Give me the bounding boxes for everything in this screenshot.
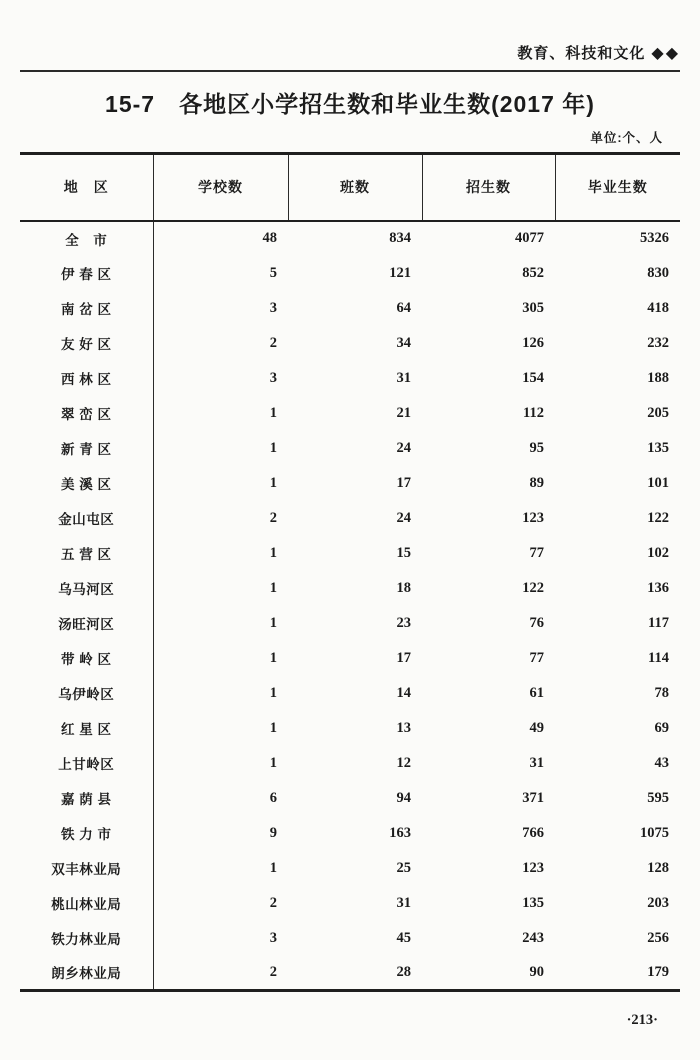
region-cell: 红 星 区 bbox=[20, 711, 153, 746]
value-cell-enrollment: 49 bbox=[529, 719, 544, 736]
value-cell-graduates: 101 bbox=[647, 474, 669, 491]
statistics-table-wrap bbox=[20, 152, 680, 992]
table-row bbox=[20, 501, 680, 536]
value-cell-graduates: 69 bbox=[654, 719, 669, 736]
value-cell-classes: 23 bbox=[396, 614, 411, 631]
table-row bbox=[20, 466, 680, 501]
value-cell-classes: 163 bbox=[389, 824, 411, 841]
table-header bbox=[20, 154, 680, 221]
table-row bbox=[20, 291, 680, 326]
region-cell: 铁 力 市 bbox=[20, 816, 153, 851]
table-row bbox=[20, 921, 680, 956]
value-cell-graduates: 232 bbox=[647, 334, 669, 351]
value-cell-enrollment: 77 bbox=[529, 649, 544, 666]
column-header-enrollment: 招生数 bbox=[422, 154, 555, 221]
value-cell-schools: 1 bbox=[269, 404, 277, 421]
value-cell-classes: 17 bbox=[396, 474, 411, 491]
value-cell-schools: 5 bbox=[269, 264, 277, 281]
value-cell-enrollment: 76 bbox=[529, 614, 544, 631]
region-cell: 桃山林业局 bbox=[20, 886, 153, 921]
region-cell: 友 好 区 bbox=[20, 326, 153, 361]
region-cell: 金山屯区 bbox=[20, 501, 153, 536]
table-row bbox=[20, 431, 680, 466]
region-cell: 伊 春 区 bbox=[20, 256, 153, 291]
table-row bbox=[20, 746, 680, 781]
table-row bbox=[20, 606, 680, 641]
value-cell-classes: 13 bbox=[396, 719, 411, 736]
value-cell-schools: 1 bbox=[269, 614, 277, 631]
region-cell: 双丰林业局 bbox=[20, 851, 153, 886]
value-cell-classes: 17 bbox=[396, 649, 411, 666]
value-cell-classes: 18 bbox=[396, 579, 411, 596]
region-cell: 汤旺河区 bbox=[20, 606, 153, 641]
table-row bbox=[20, 956, 680, 991]
value-cell-enrollment: 305 bbox=[522, 299, 544, 316]
region-cell: 翠 峦 区 bbox=[20, 396, 153, 431]
table-row bbox=[20, 361, 680, 396]
table-row bbox=[20, 816, 680, 851]
value-cell-graduates: 136 bbox=[647, 579, 669, 596]
value-cell-enrollment: 31 bbox=[529, 754, 544, 771]
statistics-table bbox=[20, 152, 680, 992]
region-cell: 乌伊岭区 bbox=[20, 676, 153, 711]
value-cell-graduates: 203 bbox=[647, 894, 669, 911]
region-cell: 铁力林业局 bbox=[20, 921, 153, 956]
table-row bbox=[20, 571, 680, 606]
value-cell-graduates: 122 bbox=[647, 509, 669, 526]
value-cell-classes: 21 bbox=[396, 404, 411, 421]
region-cell: 南 岔 区 bbox=[20, 291, 153, 326]
region-cell: 西 林 区 bbox=[20, 361, 153, 396]
table-row bbox=[20, 851, 680, 886]
value-cell-classes: 24 bbox=[396, 439, 411, 456]
value-cell-enrollment: 123 bbox=[522, 509, 544, 526]
value-cell-graduates: 117 bbox=[648, 614, 669, 631]
region-cell: 嘉 荫 县 bbox=[20, 781, 153, 816]
running-head-text: 教育、科技和文化 bbox=[517, 45, 646, 62]
value-cell-enrollment: 112 bbox=[523, 404, 544, 421]
value-cell-schools: 1 bbox=[269, 439, 277, 456]
value-cell-graduates: 188 bbox=[647, 369, 669, 386]
page-number: ·213· bbox=[626, 1012, 658, 1028]
value-cell-graduates: 205 bbox=[647, 404, 669, 421]
header-row bbox=[20, 154, 680, 221]
value-cell-schools: 1 bbox=[269, 649, 277, 666]
region-cell: 带 岭 区 bbox=[20, 641, 153, 676]
column-header-region: 地 区 bbox=[20, 154, 153, 221]
value-cell-classes: 14 bbox=[396, 684, 411, 701]
region-cell: 新 青 区 bbox=[20, 431, 153, 466]
value-cell-classes: 45 bbox=[396, 929, 411, 946]
page-title: 15-7 各地区小学招生数和毕业生数(2017 年) bbox=[105, 91, 595, 117]
section-diamond-icons: ◆◆ bbox=[651, 45, 680, 62]
value-cell-enrollment: 122 bbox=[522, 579, 544, 596]
value-cell-classes: 94 bbox=[396, 789, 411, 806]
table-row bbox=[20, 781, 680, 816]
value-cell-schools: 3 bbox=[269, 369, 277, 386]
table-body bbox=[20, 221, 680, 991]
value-cell-classes: 25 bbox=[396, 859, 411, 876]
value-cell-enrollment: 766 bbox=[522, 824, 544, 841]
region-cell: 全 市 bbox=[20, 221, 153, 256]
value-cell-schools: 1 bbox=[269, 474, 277, 491]
value-cell-graduates: 256 bbox=[647, 929, 669, 946]
value-cell-classes: 64 bbox=[396, 299, 411, 316]
value-cell-enrollment: 77 bbox=[529, 544, 544, 561]
value-cell-classes: 121 bbox=[389, 264, 411, 281]
table-row bbox=[20, 886, 680, 921]
value-cell-schools: 1 bbox=[269, 754, 277, 771]
value-cell-schools: 1 bbox=[269, 684, 277, 701]
value-cell-enrollment: 135 bbox=[522, 894, 544, 911]
value-cell-graduates: 595 bbox=[647, 789, 669, 806]
running-head bbox=[20, 42, 680, 72]
table-row bbox=[20, 256, 680, 291]
value-cell-enrollment: 123 bbox=[522, 859, 544, 876]
value-cell-schools: 1 bbox=[269, 544, 277, 561]
value-cell-classes: 12 bbox=[396, 754, 411, 771]
value-cell-classes: 834 bbox=[389, 230, 411, 246]
table-row bbox=[20, 221, 680, 256]
column-header-graduates: 毕业生数 bbox=[555, 154, 680, 221]
value-cell-graduates: 5326 bbox=[640, 230, 669, 246]
value-cell-graduates: 1075 bbox=[640, 824, 669, 841]
region-cell: 朗乡林业局 bbox=[20, 956, 153, 991]
value-cell-enrollment: 95 bbox=[529, 439, 544, 456]
value-cell-enrollment: 154 bbox=[522, 369, 544, 386]
value-cell-enrollment: 61 bbox=[529, 684, 544, 701]
value-cell-schools: 2 bbox=[269, 334, 277, 351]
value-cell-schools: 1 bbox=[269, 719, 277, 736]
value-cell-schools: 3 bbox=[269, 299, 277, 316]
column-header-classes: 班数 bbox=[288, 154, 422, 221]
value-cell-classes: 34 bbox=[396, 334, 411, 351]
column-header-schools: 学校数 bbox=[153, 154, 288, 221]
value-cell-graduates: 418 bbox=[647, 299, 669, 316]
value-cell-graduates: 102 bbox=[647, 544, 669, 561]
value-cell-schools: 1 bbox=[269, 859, 277, 876]
value-cell-schools: 2 bbox=[269, 963, 277, 980]
region-cell: 美 溪 区 bbox=[20, 466, 153, 501]
value-cell-classes: 31 bbox=[396, 894, 411, 911]
value-cell-classes: 28 bbox=[396, 963, 411, 980]
value-cell-schools: 3 bbox=[269, 929, 277, 946]
value-cell-schools: 6 bbox=[269, 789, 277, 806]
table-row bbox=[20, 641, 680, 676]
value-cell-graduates: 128 bbox=[647, 859, 669, 876]
value-cell-classes: 15 bbox=[396, 544, 411, 561]
value-cell-schools: 9 bbox=[269, 824, 277, 841]
table-row bbox=[20, 326, 680, 361]
table-row bbox=[20, 396, 680, 431]
value-cell-schools: 2 bbox=[269, 894, 277, 911]
region-cell: 五 营 区 bbox=[20, 536, 153, 571]
value-cell-graduates: 43 bbox=[654, 754, 669, 771]
region-cell: 乌马河区 bbox=[20, 571, 153, 606]
table-row bbox=[20, 711, 680, 746]
table-row bbox=[20, 676, 680, 711]
value-cell-enrollment: 90 bbox=[529, 963, 544, 980]
value-cell-graduates: 78 bbox=[654, 684, 669, 701]
value-cell-enrollment: 89 bbox=[529, 474, 544, 491]
value-cell-classes: 24 bbox=[396, 509, 411, 526]
region-cell: 上甘岭区 bbox=[20, 746, 153, 781]
value-cell-enrollment: 371 bbox=[522, 789, 544, 806]
value-cell-enrollment: 126 bbox=[522, 334, 544, 351]
value-cell-graduates: 179 bbox=[647, 963, 669, 980]
unit-note: 单位:个、人 bbox=[590, 131, 663, 145]
value-cell-classes: 31 bbox=[396, 369, 411, 386]
table-row bbox=[20, 536, 680, 571]
value-cell-graduates: 135 bbox=[647, 439, 669, 456]
value-cell-enrollment: 4077 bbox=[515, 230, 544, 246]
value-cell-enrollment: 243 bbox=[522, 929, 544, 946]
value-cell-schools: 1 bbox=[269, 579, 277, 596]
value-cell-graduates: 114 bbox=[648, 649, 669, 666]
value-cell-schools: 2 bbox=[269, 509, 277, 526]
value-cell-schools: 48 bbox=[262, 230, 277, 246]
value-cell-graduates: 830 bbox=[647, 264, 669, 281]
value-cell-enrollment: 852 bbox=[522, 264, 544, 281]
